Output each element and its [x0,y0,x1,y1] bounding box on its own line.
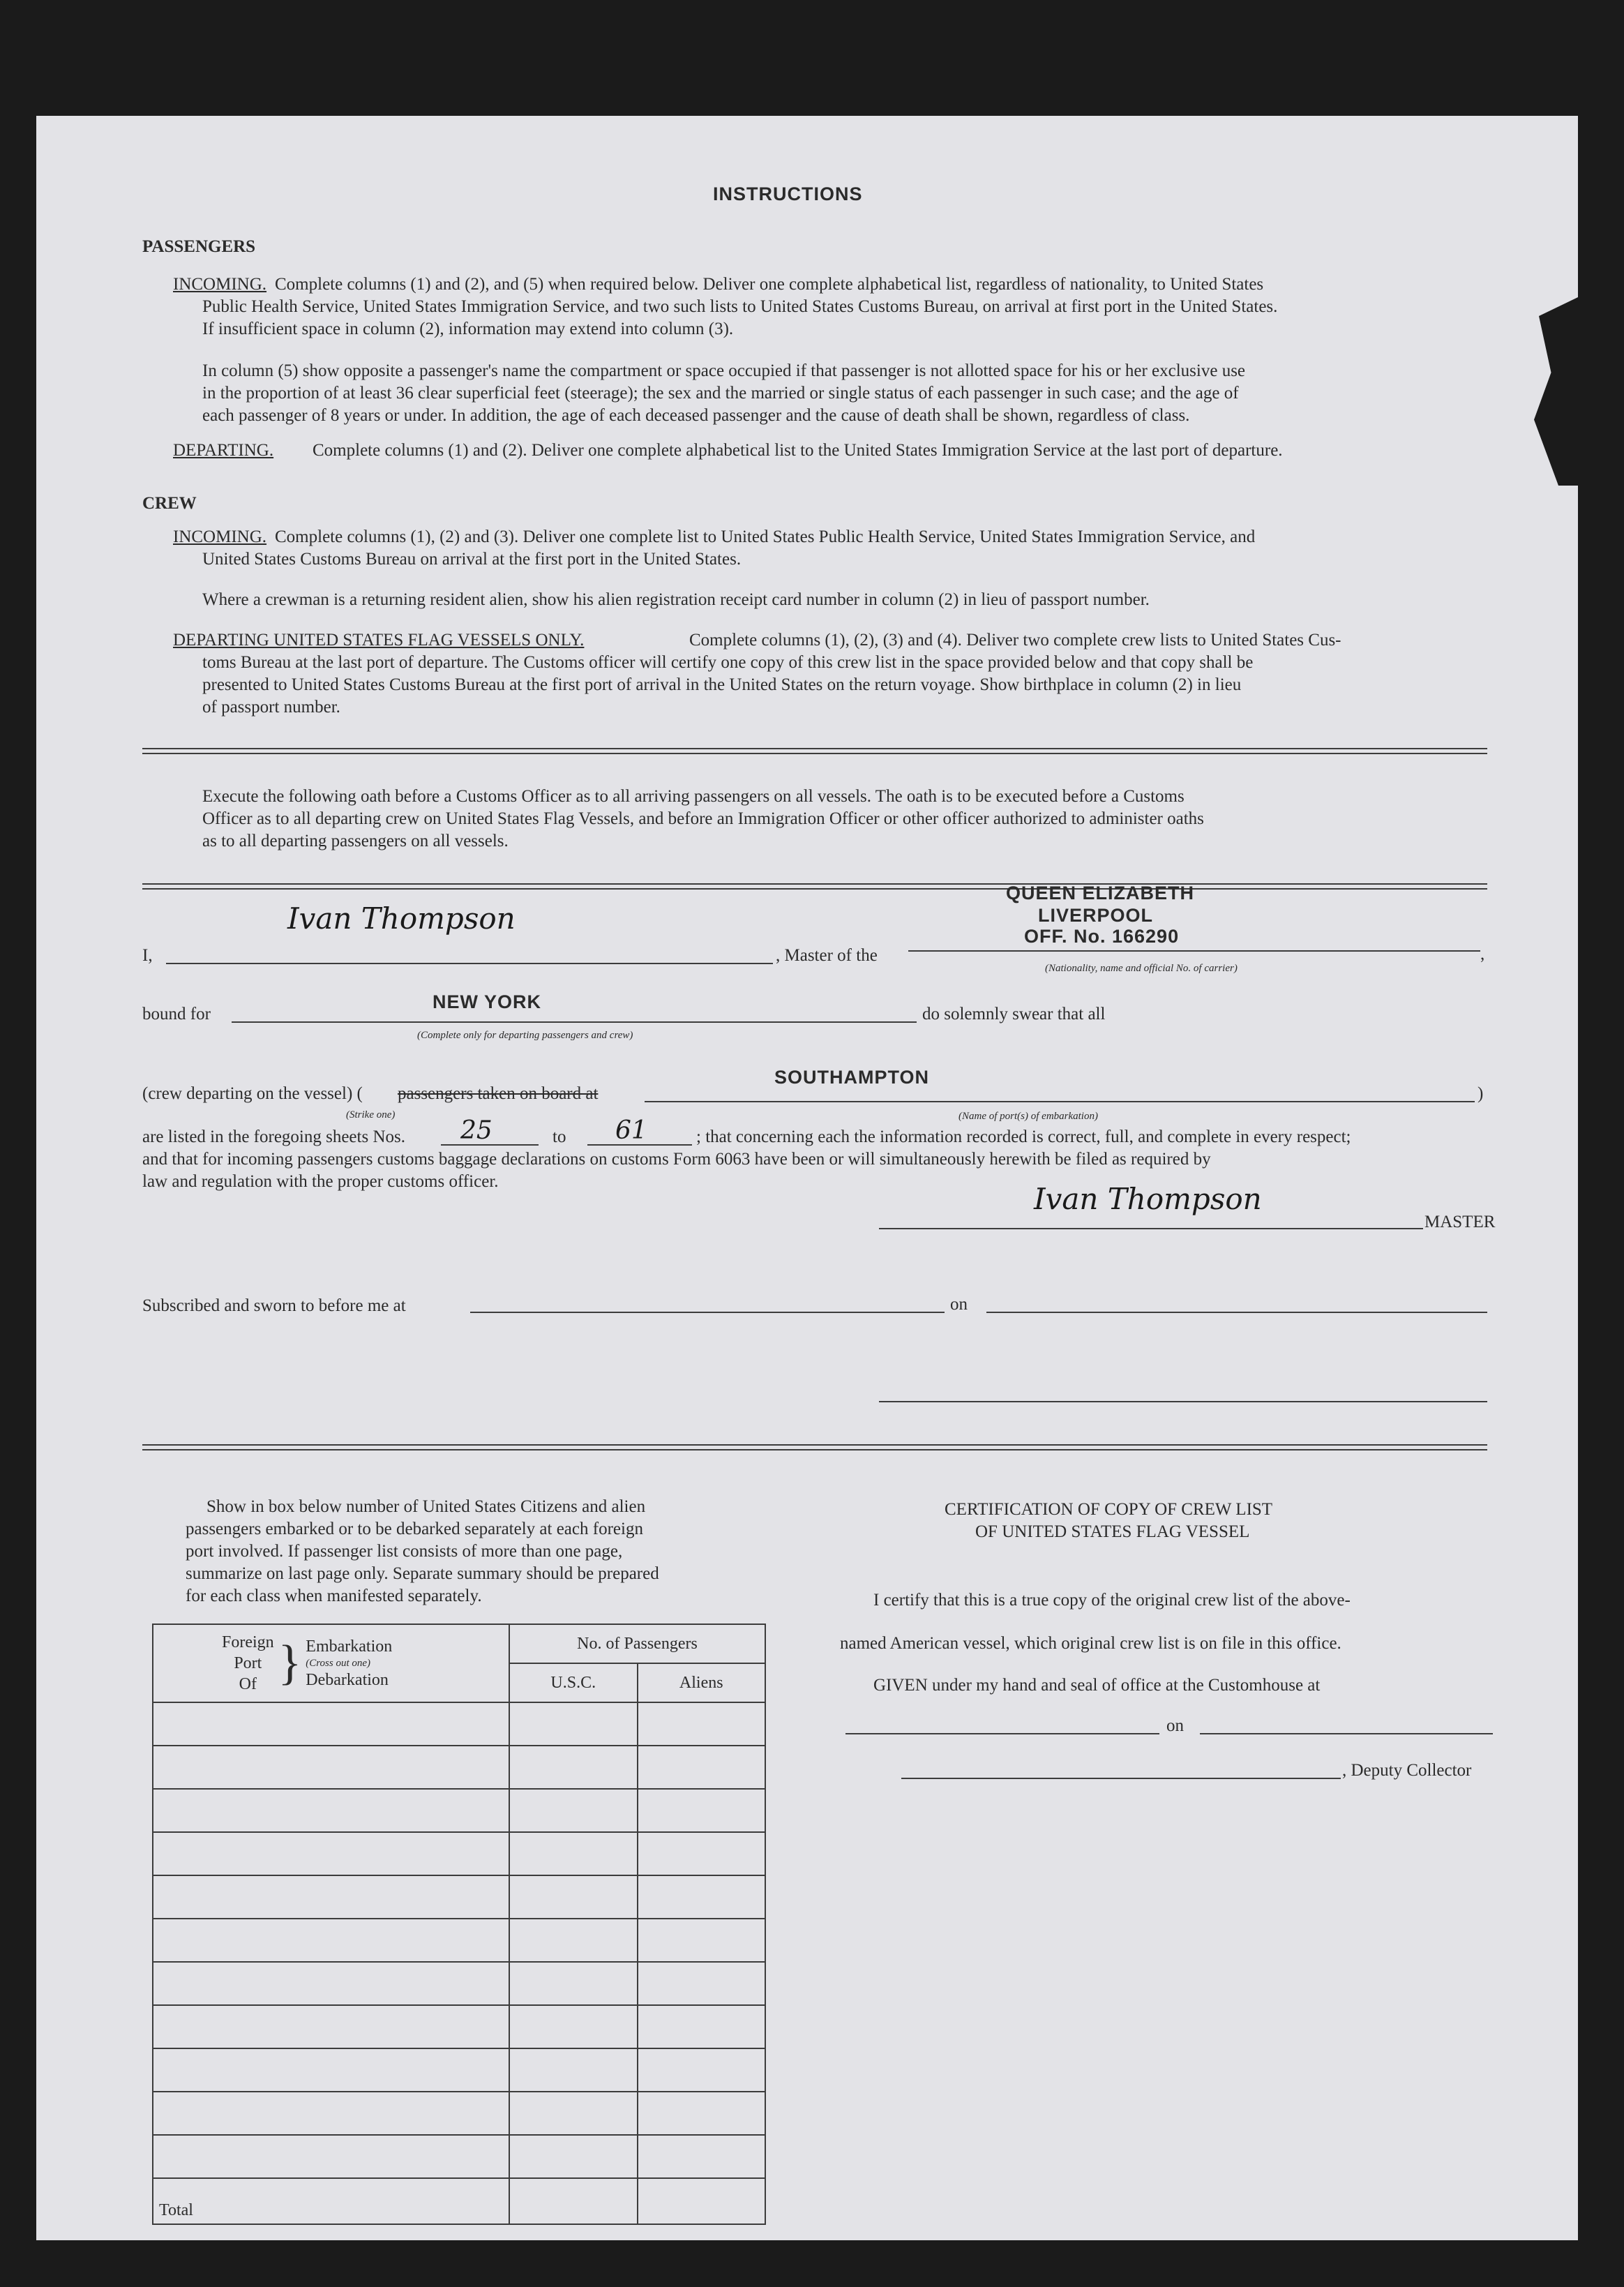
embarkation-port-line [645,1101,1475,1102]
port-cell [153,1832,509,1875]
torn-corner [1529,297,1578,486]
sheets-from-value: 25 [460,1116,493,1145]
column5-line: each passenger of 8 years or under. In addition, the age of each deceased passenger and the cause of death shall be shown, regardless of class. [202,406,1190,425]
aliens-cell [638,1919,765,1962]
aliens-cell [638,1702,765,1746]
passengers-heading: PASSENGERS [142,237,256,256]
no-of-passengers-header: No. of Passengers [509,1624,765,1663]
form-sheet [36,116,1578,2240]
struck-passengers-option: passengers taken on board at [398,1084,599,1103]
summary-instruction-line: Show in box below number of United States Citizens and alien [206,1497,646,1516]
column5-line: in the proportion of at least 36 clear superficial feet (steerage); the sex and the married or single status of each passenger in such case; and the age of [202,384,1239,403]
port-label: Port [234,1654,262,1672]
table-row [153,1919,765,1962]
oath-intro-line: as to all departing passengers on all vessels. [202,832,509,850]
crew-departing-label: DEPARTING UNITED STATES FLAG VESSELS ONLY. [173,631,585,650]
brace-glyph: } [278,1636,302,1690]
subscribed-place-line [470,1312,945,1313]
total-row [153,2178,765,2224]
usc-cell [509,1832,638,1875]
embarkation-port-value: SOUTHAMPTON [774,1067,930,1088]
crew-returning-text: Where a crewman is a returning resident alien, show his alien registration receipt card number in column (2) in lieu of passport number. [202,590,1150,609]
table-row [153,1746,765,1789]
table-row [153,1789,765,1832]
aliens-cell [638,1832,765,1875]
section-divider [142,748,1487,754]
certification-subtitle: OF UNITED STATES FLAG VESSEL [975,1522,1250,1541]
vessel-port: LIVERPOOL [1038,905,1154,926]
port-cell [153,1702,509,1746]
certification-title: CERTIFICATION OF COPY OF CREW LIST [945,1500,1273,1519]
aliens-cell [638,2005,765,2048]
port-caption: (Name of port(s) of embarkation) [958,1111,1098,1122]
usc-header: U.S.C. [509,1663,638,1702]
section-divider [142,1444,1487,1450]
usc-total-cell [509,2178,638,2224]
section-divider [142,883,1487,890]
aliens-cell [638,1962,765,2005]
usc-cell [509,2135,638,2178]
passengers-incoming-line: Public Health Service, United States Immigration Service, and two such lists to United States Customs Bureau, on arrival at first port in the United States. [202,297,1278,316]
subscribed-date-line [986,1312,1487,1313]
certification-on-label: on [1166,1716,1184,1735]
passenger-summary-table [152,1624,766,2225]
certification-line: I certify that this is a true copy of the original crew list of the above- [873,1591,1351,1610]
column5-line: In column (5) show opposite a passenger's name the compartment or space occupied if that passenger is not allotted space for his or her exclusive use [202,361,1246,380]
table-row [153,2005,765,2048]
master-label: MASTER [1424,1213,1496,1231]
deputy-collector-label: , Deputy Collector [1342,1761,1472,1780]
sheets-from-line [441,1144,539,1146]
certification-line: GIVEN under my hand and seal of office at the Customhouse at [873,1676,1321,1695]
table-row [153,2092,765,2135]
customhouse-line [845,1733,1159,1734]
strike-caption: (Strike one) [346,1109,396,1120]
port-cell [153,2005,509,2048]
debarkation-label: Debarkation [306,1671,389,1689]
subscribed-label: Subscribed and sworn to before me at [142,1296,406,1315]
bound-for-caption: (Complete only for departing passengers and crew) [417,1030,633,1041]
foreign-label: Foreign [222,1633,274,1651]
swear-text: do solemnly swear that all [922,1005,1106,1023]
port-cell [153,2135,509,2178]
vessel-name: QUEEN ELIZABETH [1006,883,1195,903]
crew-heading: CREW [142,494,197,513]
crew-incoming-label: INCOMING. [173,527,267,546]
port-cell [153,2092,509,2135]
usc-cell [509,2048,638,2092]
port-cell [153,1746,509,1789]
port-cell [153,1919,509,1962]
bound-for-line [232,1021,917,1023]
summary-instruction-line: passengers embarked or to be debarked separately at each foreign [186,1520,643,1538]
oath-intro-line: Officer as to all departing crew on United States Flag Vessels, and before an Immigration Officer or other officer authorized to administer oaths [202,809,1204,828]
sheets-to-label: to [552,1127,566,1146]
crew-departing-line: Complete columns (1), (2), (3) and (4). Deliver two complete crew lists to United States Cus- [689,631,1341,650]
port-cell [153,2048,509,2092]
cross-out-label: (Cross out one) [306,1658,371,1669]
aliens-cell [638,1746,765,1789]
usc-cell [509,1702,638,1746]
passengers-incoming-line: Complete columns (1) and (2), and (5) when required below. Deliver one complete alphabetical list, regardless of nationality, to United States [275,275,1264,294]
officer-signature-line [879,1401,1487,1402]
passengers-incoming-line: If insufficient space in column (2), information may extend into column (3). [202,320,734,338]
oath-intro-line: Execute the following oath before a Customs Officer as to all arriving passengers on all vessels. The oath is to be executed before a Customs [202,787,1185,806]
usc-cell [509,1875,638,1919]
port-cell [153,1789,509,1832]
table-row [153,2048,765,2092]
sheets-to-line [587,1144,692,1146]
aliens-header: Aliens [638,1663,765,1702]
usc-cell [509,1789,638,1832]
crew-departing-label: (crew departing on the vessel) ( [142,1084,363,1103]
usc-cell [509,2092,638,2135]
embarkation-label: Embarkation [306,1637,393,1656]
crew-departing-line: toms Bureau at the last port of departure. The Customs officer will certify one copy of this crew list in the space provided below and that copy shall be [202,653,1254,672]
certification-date-line [1200,1733,1493,1734]
table-row [153,1702,765,1746]
declaration-line: and that for incoming passengers customs baggage declarations on customs Form 6063 have been or will simultaneously herewith be filed as required by [142,1150,1211,1169]
table-row [153,2135,765,2178]
total-label: Total [153,2178,509,2224]
usc-cell [509,1746,638,1789]
table-row [153,1962,765,2005]
vessel-line-comma: , [1480,945,1485,963]
port-header-cell [153,1624,509,1702]
usc-cell [509,2005,638,2048]
summary-instruction-line: for each class when manifested separately. [186,1587,482,1605]
summary-instruction-line: port involved. If passenger list consists of more than one page, [186,1542,623,1561]
aliens-cell [638,2092,765,2135]
vessel-line [908,950,1480,952]
passengers-incoming-label: INCOMING. [173,275,267,294]
bound-for-label: bound for [142,1005,211,1023]
aliens-cell [638,1789,765,1832]
passengers-departing-label: DEPARTING. [173,441,274,460]
of-label: Of [239,1675,257,1693]
bound-for-value: NEW YORK [433,991,542,1012]
aliens-cell [638,2048,765,2092]
table-row [153,1832,765,1875]
aliens-cell [638,1875,765,1919]
usc-cell [509,1919,638,1962]
master-name-line [166,963,773,964]
port-cell [153,1962,509,2005]
table-header-row [153,1624,765,1663]
aliens-cell [638,2135,765,2178]
crew-departing-line: of passport number. [202,698,340,717]
crew-departing-line: presented to United States Customs Bureau at the first port of arrival in the United States on the return voyage. Show birthplace in column (2) in lieu [202,675,1242,694]
page-title: INSTRUCTIONS [713,183,863,204]
master-signature-image: Ivan Thompson [287,901,516,936]
oath-i-label: I, [142,946,153,965]
table-row [153,1875,765,1919]
vessel-caption: (Nationality, name and official No. of carrier) [1045,963,1238,974]
close-paren: ) [1478,1084,1484,1103]
aliens-total-cell [638,2178,765,2224]
deputy-collector-line [901,1778,1341,1779]
crew-incoming-line: Complete columns (1), (2) and (3). Deliver one complete list to United States Public Health Service, United States Immigration Service, and [275,527,1256,546]
passengers-departing-text: Complete columns (1) and (2). Deliver one complete alphabetical list to the United States Immigration Service at the last port of departure. [313,441,1283,460]
usc-cell [509,1962,638,2005]
master-of-label: , Master of the [776,946,878,965]
crew-incoming-line: United States Customs Bureau on arrival at the first port in the United States. [202,550,742,569]
subscribed-on-label: on [950,1295,968,1314]
master-signature-image: Ivan Thompson [1034,1182,1262,1216]
declaration-line: law and regulation with the proper customs officer. [142,1172,499,1191]
sheets-suffix: ; that concerning each the information recorded is correct, full, and complete in every respect; [696,1127,1351,1146]
sheets-to-value: 61 [615,1116,647,1145]
vessel-official-no: OFF. No. 166290 [1024,926,1180,947]
summary-instruction-line: summarize on last page only. Separate summary should be prepared [186,1564,659,1583]
port-cell [153,1875,509,1919]
sheets-prefix: are listed in the foregoing sheets Nos. [142,1127,405,1146]
master-signature-line [879,1228,1423,1229]
certification-line: named American vessel, which original crew list is on file in this office. [840,1634,1341,1653]
